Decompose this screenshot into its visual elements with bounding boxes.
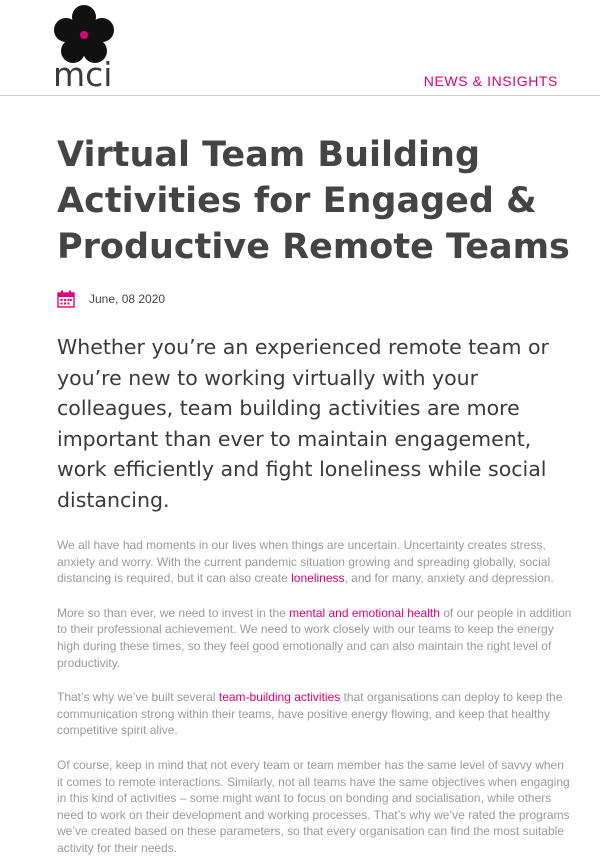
paragraph-3: That’s why we’ve built several team-building activities that organisations can deploy to keep the communication strong within their teams, have positive energy flowing, and keep that healthy competitive spirit alive. (57, 690, 563, 738)
article-title: Virtual Team Building Activities for Engaged & Productive Remote Teams (57, 135, 570, 267)
paragraph-2: More so than ever, we need to invest in the mental and emotional health of our people in addition to their professional achievement. We need to work closely with our teams to keep the energy high during these times, so they feel good emotionally and can also maintain the right level of productivity. (57, 605, 572, 670)
brand-name[interactable]: mci (53, 55, 113, 94)
paragraph-4: Of course, keep in mind that not every team or team member has the same level of savvy when it comes to remote interactions. Similarly, not all teams have the same objectives when engaging in this kind of activities – some might want to focus on bonding and socialisation, while others need to work on their development and working processes. That’s why we’ve rated the programs we’ve created based on these parameters, so that every organisation can find the most suitable activity for their needs. (57, 757, 570, 855)
link-mental-emotional-health[interactable]: mental and emotional health (289, 605, 440, 620)
site-header (0, 0, 600, 96)
link-team-building-activities[interactable]: team-building activities (218, 690, 341, 705)
article-body (57, 537, 572, 857)
date-row (57, 290, 572, 308)
publish-date: June, 08 2020 (89, 292, 166, 306)
link-loneliness[interactable]: loneliness (291, 571, 345, 586)
article-lead: Whether you’re an experienced remote team or you’re new to working virtually with your colleagues, team building activities are more important than ever to maintain engagement, work efficiently and fight loneliness while social distancing. (57, 335, 549, 512)
nav-news-insights[interactable]: NEWS & INSIGHTS (423, 73, 558, 89)
article (0, 132, 600, 857)
calendar-icon (57, 290, 75, 308)
paragraph-1: We all have had moments in our lives when things are uncertain. Uncertainty creates stress, anxiety and worry. With the current pandemic situation growing and spreading globally, social distancing is required, but it can also create loneliness, and for many, anxiety and depression. (57, 538, 554, 586)
